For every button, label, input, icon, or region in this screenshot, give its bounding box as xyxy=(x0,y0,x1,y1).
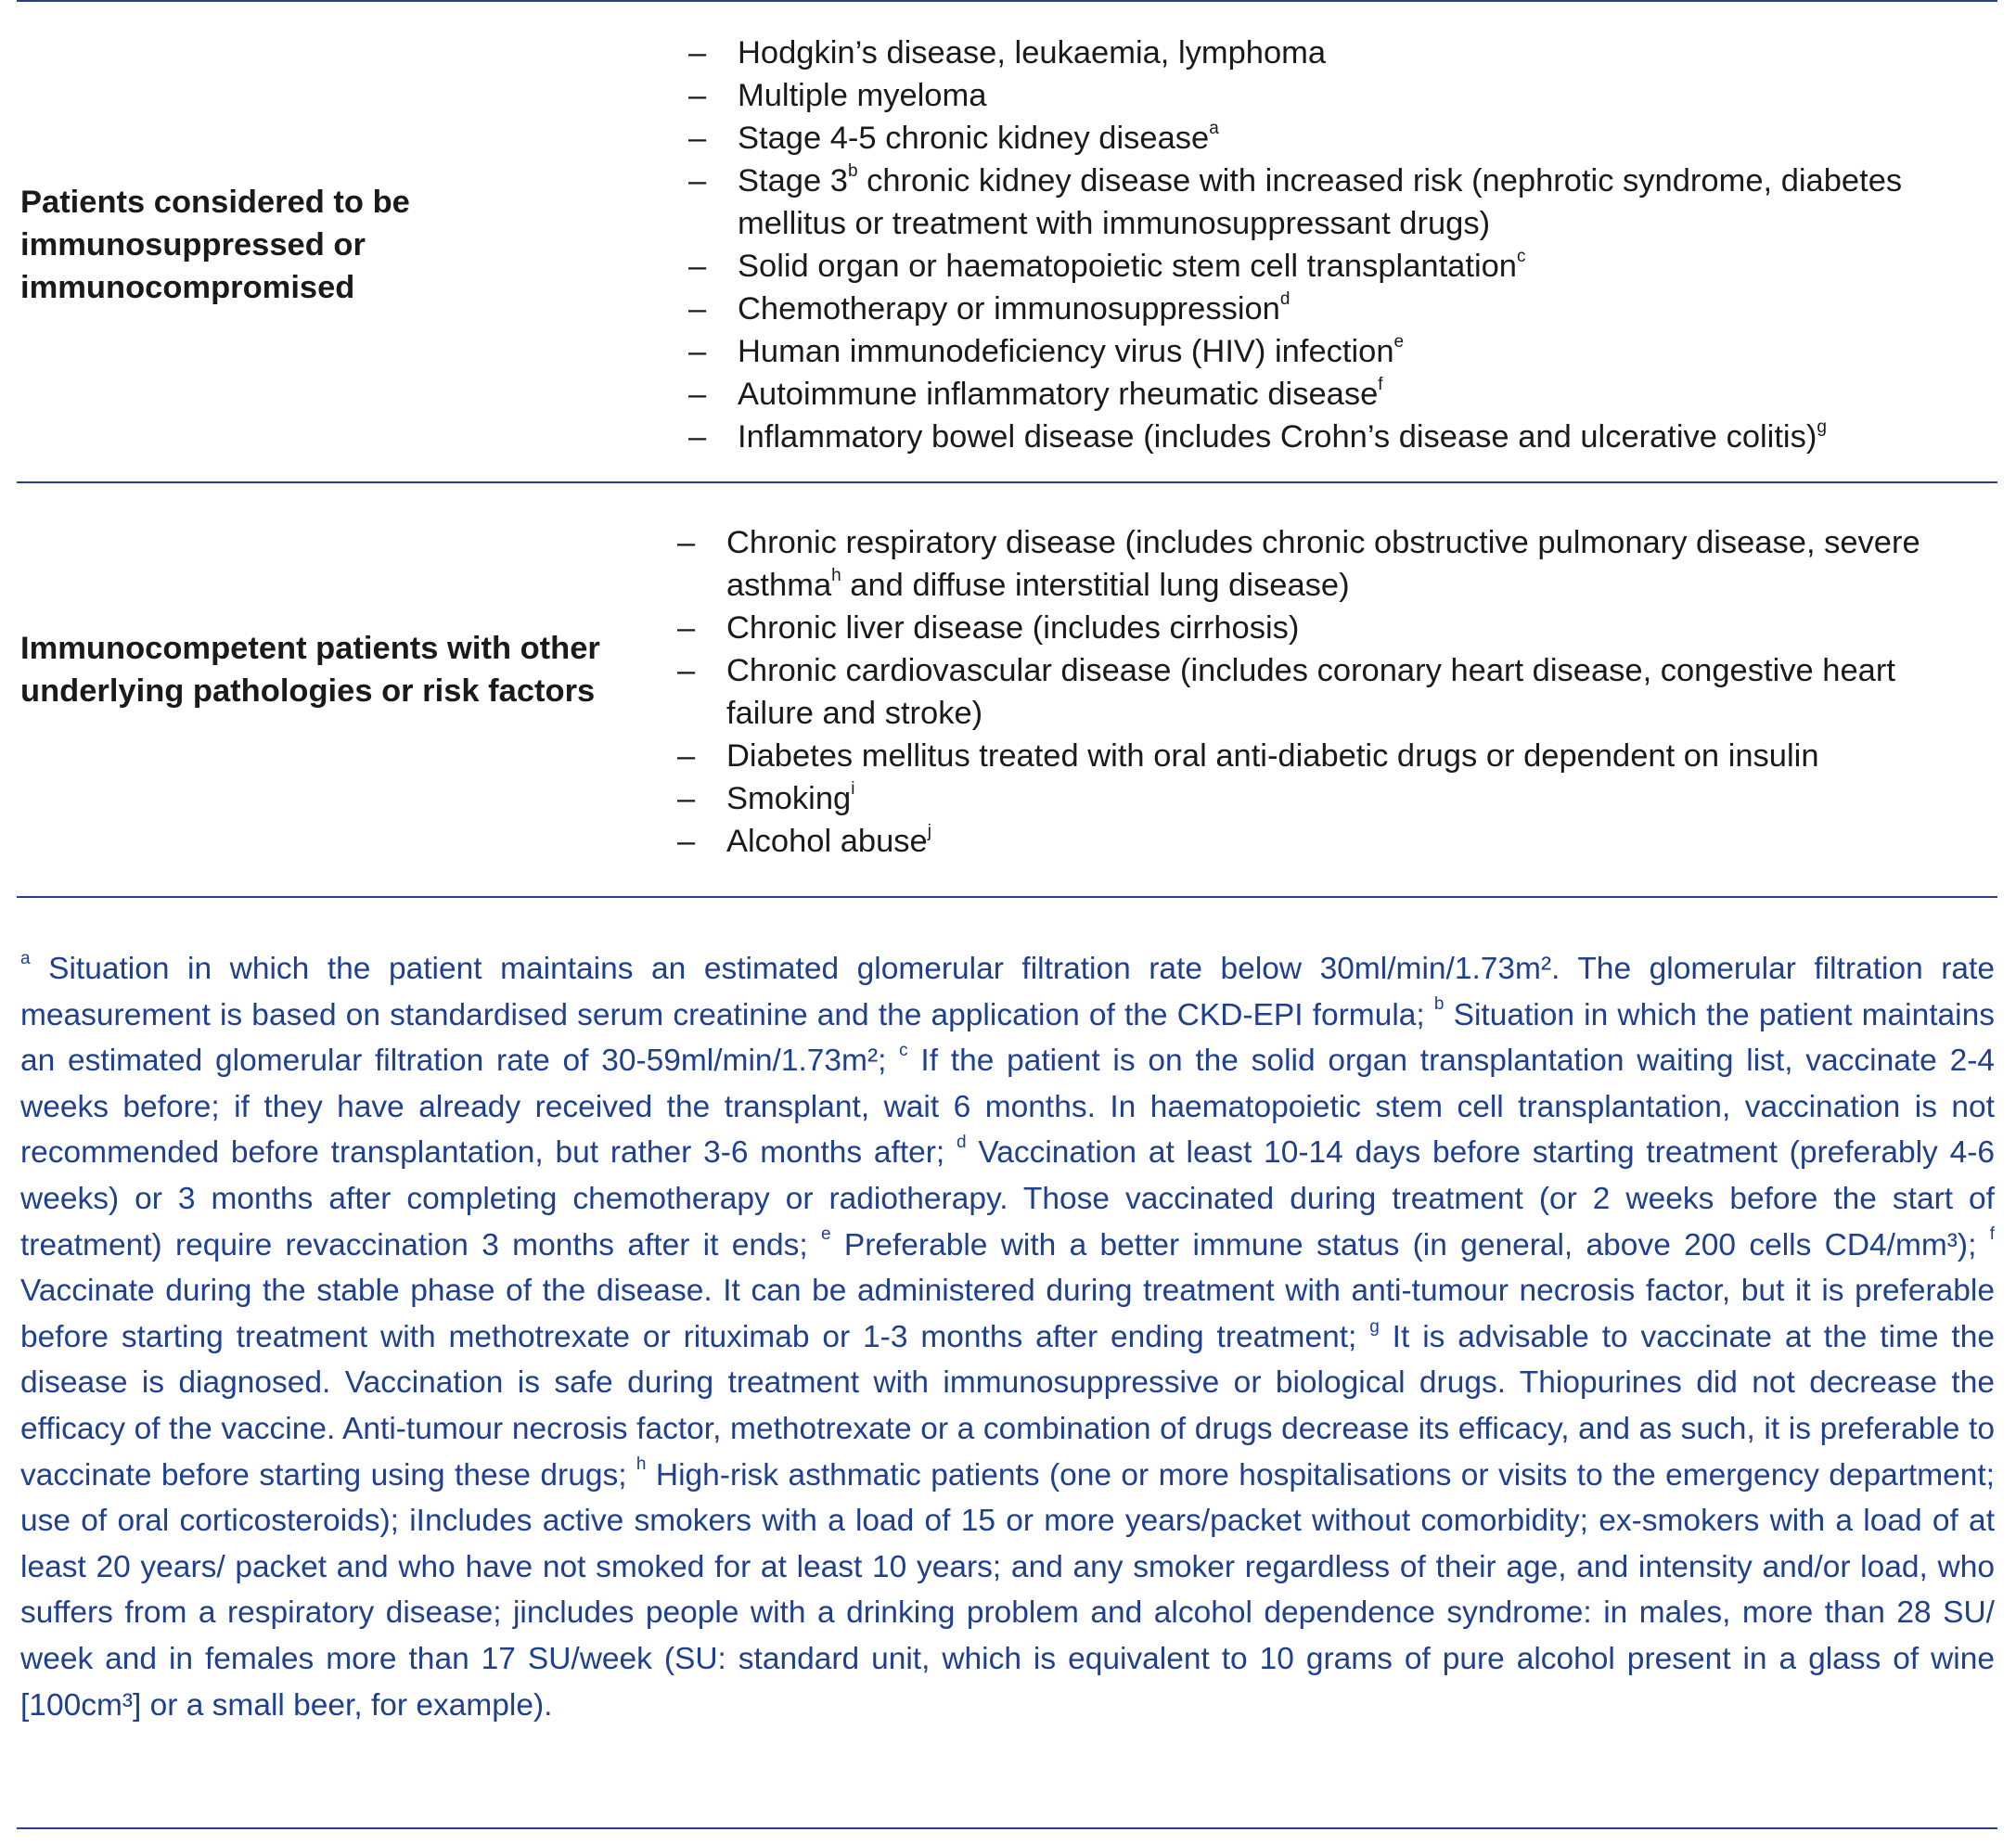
dash-bullet: – xyxy=(677,610,696,646)
list-item: – Chronic cardiovascular disease (includes coronary heart disease, congestive heart failure and stroke) xyxy=(677,649,1987,735)
footnote-ref: c xyxy=(1516,246,1526,266)
list-item: – Chronic respiratory disease (includes chronic obstructive pulmonary disease, severe asthma$^h$ and diffuse interstitial lung disease) xyxy=(677,521,1987,607)
footnote-ref: i xyxy=(851,778,855,799)
footnote-ref: e xyxy=(1393,331,1405,352)
list-item: – Stage 4-5 chronic kidney disease$^a$ xyxy=(688,117,1987,160)
dash-bullet: – xyxy=(677,738,696,774)
footnote-text: Preferable with a better immune status (in general, above 200 cells CD4/mm³); xyxy=(830,1227,1990,1262)
row-label-immunosuppressed: Patients considered to be immunosuppressed or immunocompromised xyxy=(20,185,410,305)
footnote-text: High-risk asthmatic patients (one or more hospitalisations or visits to the emergency department; use of oral corticosteroids); iIncludes active smokers with a load of 15 or more years/packet without comorbidity; ex-smokers with a load of at least 20 years/ packet and who have not smoked for at least 10 years; and any smoker regardless of their age, and intensity and/or load, who suffers from a respiratory disease; jincludes people with a drinking problem and alcohol dependence syndrome: in males, more than 28 SU/ week and in females more than 17 SU/week (SU: standard unit, which is equivalent to 10 grams of pure alcohol present in a glass of wine [100cm³] or a small beer, for example). xyxy=(20,1457,1995,1723)
dash-bullet: – xyxy=(688,78,707,113)
list-item: – Inflammatory bowel disease (includes Crohn’s disease and ulcerative colitis)$^g$ xyxy=(688,416,1987,458)
list-immunocompetent xyxy=(677,521,1987,863)
list-item: – Hodgkin’s disease, leukaemia, lymphoma xyxy=(688,32,1987,74)
dash-bullet: – xyxy=(677,653,696,688)
dash-bullet: – xyxy=(688,419,707,455)
row-divider xyxy=(17,896,1997,898)
dash-bullet: – xyxy=(688,249,707,284)
footnote-text: Situation in which the patient maintains an estimated glomerular filtration rate below 30ml/min/1.73m². The glomerular filtration rate measurement is based on standardised serum creatinine and the application of the CKD-EPI formula; xyxy=(20,952,1995,1032)
footnote-mark: e xyxy=(820,1224,831,1245)
list-item: – Solid organ or haematopoietic stem cell transplantation$^c$ xyxy=(688,245,1987,288)
list-item: – Chemotherapy or immunosuppression$^d$ xyxy=(688,288,1987,330)
dash-bullet: – xyxy=(688,35,707,70)
footnote-ref: f xyxy=(1378,374,1383,394)
list-item: – Diabetes mellitus treated with oral anti-diabetic drugs or dependent on insulin xyxy=(677,735,1987,777)
dash-bullet: – xyxy=(688,334,707,369)
list-immunosuppressed xyxy=(688,32,1987,458)
list-item: – Alcohol abuse$^j$ xyxy=(677,820,1987,863)
footnote-text: Vaccination at least 10-14 days before starting treatment (preferably 4-6 weeks) or 3 months after completing chemotherapy or radiotherapy. Those vaccinated during treatment (or 2 weeks before the start of treatment) require revaccination 3 months after it ends; xyxy=(20,1135,1995,1262)
row-label-immunocompetent: Immunocompetent patients with other underlying pathologies or risk factors xyxy=(20,631,600,709)
footnote-ref: a xyxy=(1209,118,1219,138)
footnote-text: It is advisable to vaccinate at the time the disease is diagnosed. Vaccination is safe during treatment with immunosuppressive or biological drugs. Thiopurines did not decrease the efficacy of the vaccine. Anti-tumour necrosis factor, methotrexate or a combination of drugs decrease its efficacy, and as such, it is preferable to vaccinate before starting using these drugs; xyxy=(20,1319,1995,1493)
list-item: – Stage 3$^b$ chronic kidney disease with increased risk (nephrotic syndrome, diabetes mellitus or treatment with immunosuppressant drugs) xyxy=(688,160,1903,241)
footnote-text: Situation in which the patient maintains an estimated glomerular filtration rate of 30-59ml/min/1.73m²; xyxy=(20,997,1996,1079)
list-item: – Human immunodeficiency virus (HIV) infection$^e$ xyxy=(688,330,1987,373)
footnote-text: Vaccinate during the stable phase of the disease. It can be administered during treatment with anti-tumour necrosis factor, but it is preferable before starting treatment with methotrexate or rituximab or 1-3 months after ending treatment; xyxy=(20,1274,1995,1354)
footnote-mark: h xyxy=(636,1454,647,1475)
footnote-ref: g xyxy=(1817,416,1827,437)
bottom-rule xyxy=(17,1827,1997,1829)
dash-bullet: – xyxy=(688,121,707,156)
dash-bullet: – xyxy=(677,824,696,859)
footnote-ref: b xyxy=(847,160,858,181)
dash-bullet: – xyxy=(688,163,707,199)
footnote-ref: d xyxy=(1279,288,1290,309)
footnote-text: If the patient is on the solid organ transplantation waiting list, vaccinate 2-4 weeks before; if they have already received the transplant, wait 6 months. In haematopoietic stem cell transplantation, vaccination is not recommended before transplantation, but rather 3-6 months after; xyxy=(20,1044,1995,1171)
list-item: – Autoimmune inflammatory rheumatic disease$^f$ xyxy=(688,373,1987,416)
footnotes-paragraph xyxy=(20,946,1995,1728)
dash-bullet: – xyxy=(688,291,707,327)
footnote-mark: a xyxy=(20,948,31,968)
list-item: – Multiple myeloma xyxy=(688,74,1987,117)
list-item: – Smoking$^i$ xyxy=(677,777,1987,820)
footnote-mark: f xyxy=(1989,1224,1995,1245)
dash-bullet: – xyxy=(677,781,696,816)
footnote-mark: b xyxy=(1433,994,1445,1015)
row-divider xyxy=(17,481,1997,483)
footnote-mark: c xyxy=(899,1041,908,1061)
top-rule xyxy=(17,0,1997,2)
dash-bullet: – xyxy=(677,525,696,560)
footnote-ref: h xyxy=(831,565,841,585)
footnote-mark: g xyxy=(1369,1316,1380,1337)
dash-bullet: – xyxy=(688,377,707,412)
footnote-ref: j xyxy=(927,821,931,841)
footnote-mark: d xyxy=(957,1133,967,1153)
list-item: – Chronic liver disease (includes cirrhosis) xyxy=(677,607,1987,649)
